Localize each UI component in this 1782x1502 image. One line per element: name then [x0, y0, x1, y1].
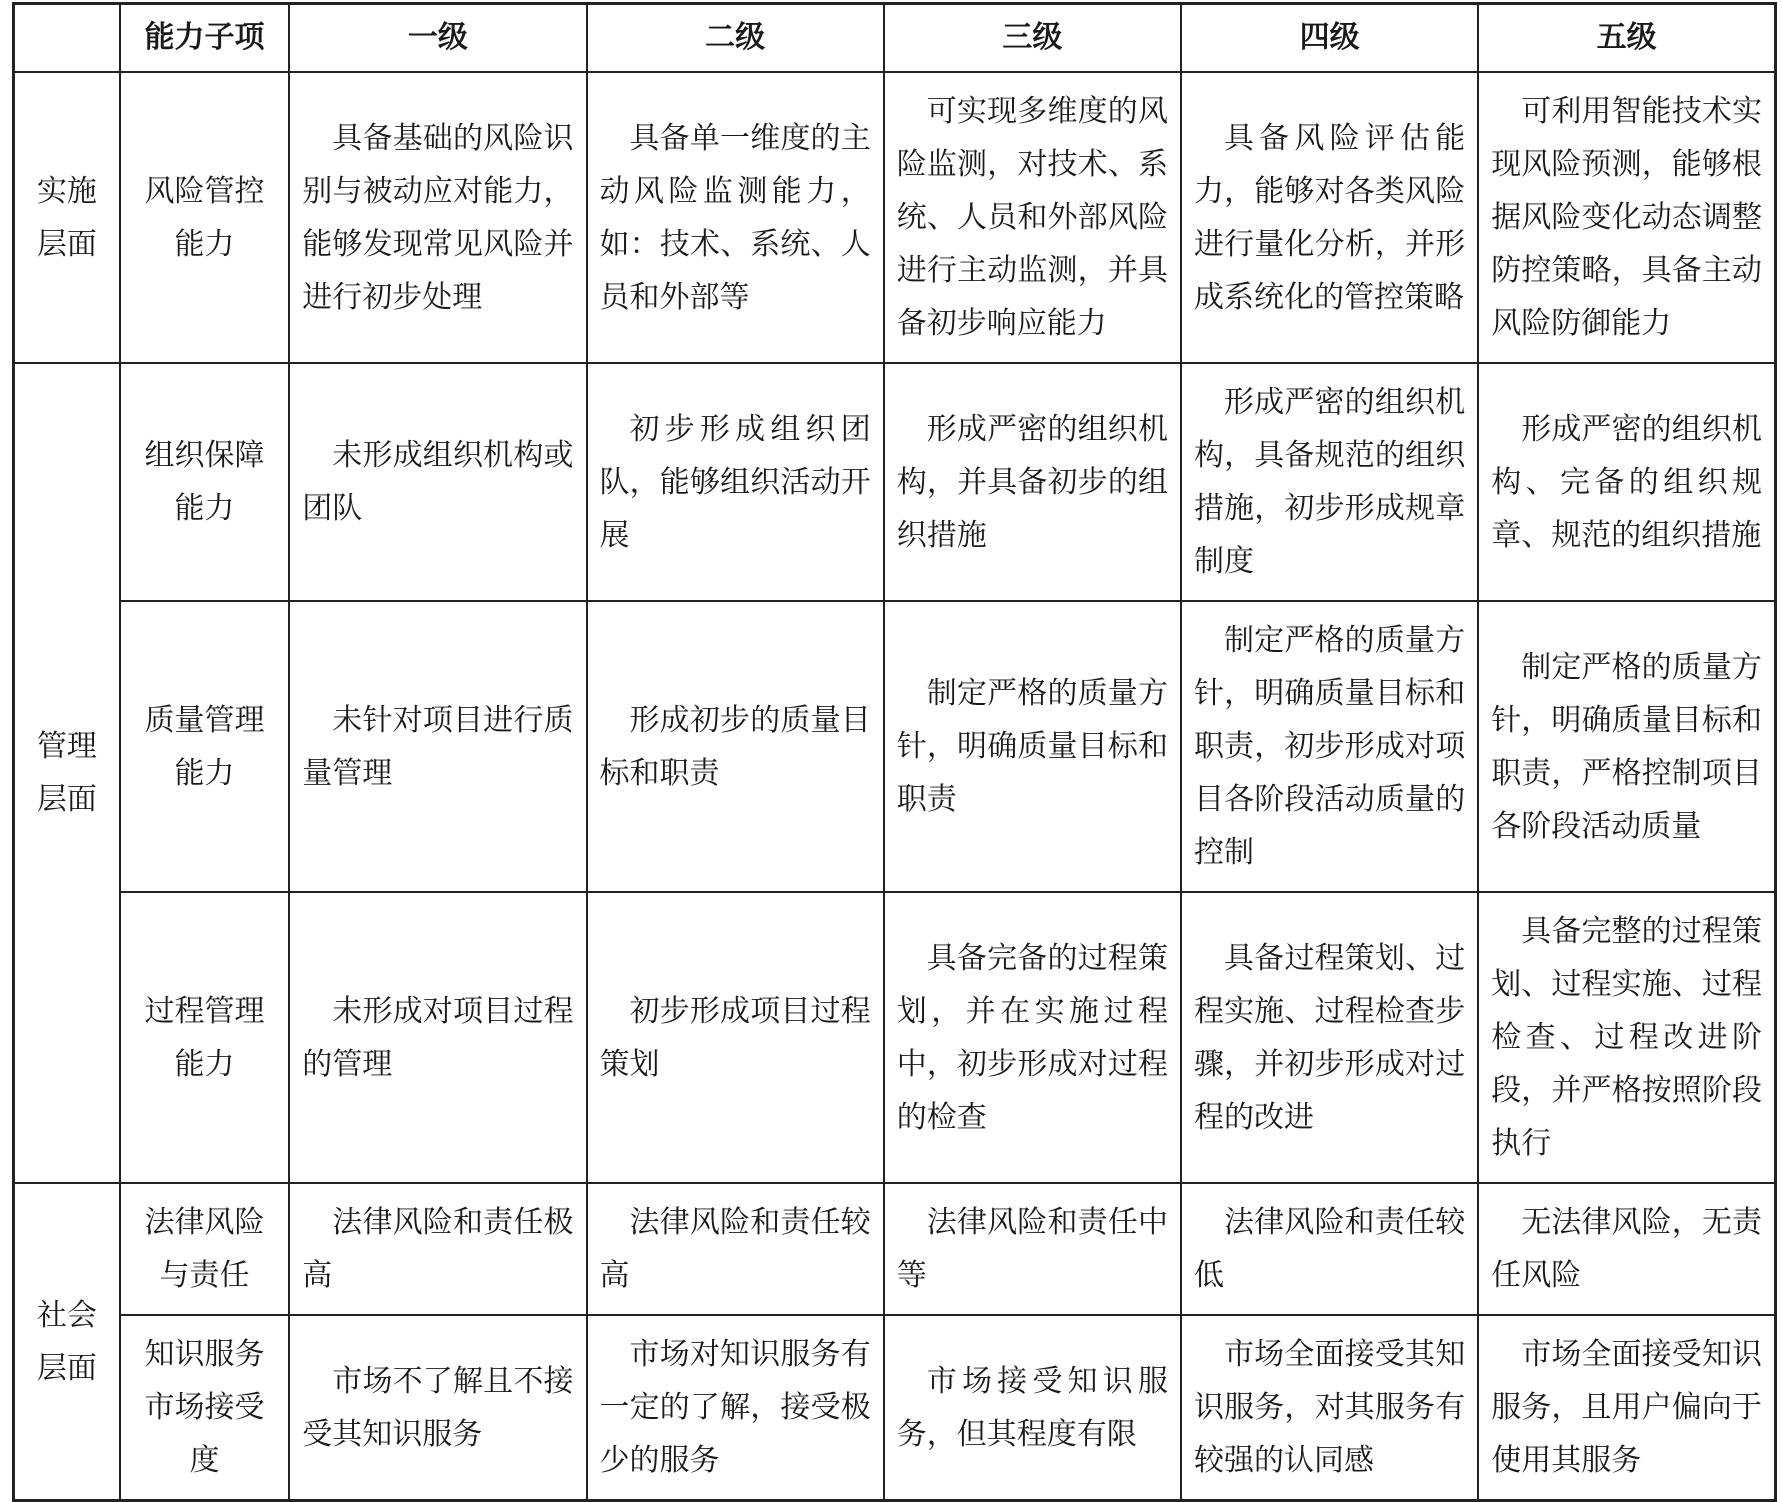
category-cell-management: 管理层面 — [14, 363, 120, 1183]
header-cell-level-1: 一级 — [289, 4, 586, 73]
header-cell-subitem: 能力子项 — [120, 4, 290, 73]
header-row — [14, 4, 1776, 73]
capability-table-container — [12, 2, 1777, 1502]
level-1-cell: 市场不了解且不接受其知识服务 — [289, 1315, 586, 1501]
subitem-cell: 质量管理能力 — [120, 601, 290, 892]
level-2-cell: 市场对知识服务有一定的了解，接受极少的服务 — [587, 1315, 884, 1501]
level-3-cell: 法律风险和责任中等 — [884, 1183, 1181, 1315]
level-5-cell: 市场全面接受知识服务，且用户偏向于使用其服务 — [1478, 1315, 1775, 1501]
level-2-cell: 形成初步的质量目标和职责 — [587, 601, 884, 892]
level-4-cell: 具备过程策划、过程实施、过程检查步骤，并初步形成对过程的改进 — [1181, 892, 1478, 1183]
level-4-cell: 制定严格的质量方针，明确质量目标和职责，初步形成对项目各阶段活动质量的控制 — [1181, 601, 1478, 892]
category-cell-implementation: 实施层面 — [14, 72, 120, 363]
table-row — [14, 72, 1776, 363]
level-2-cell: 具备单一维度的主动风险监测能力，如：技术、系统、人员和外部等 — [587, 72, 884, 363]
level-5-cell: 形成严密的组织机构、完备的组织规章、规范的组织措施 — [1478, 363, 1775, 601]
table-row — [14, 363, 1776, 601]
table-row — [14, 601, 1776, 892]
category-cell-social: 社会层面 — [14, 1183, 120, 1501]
level-1-cell: 未形成对项目过程的管理 — [289, 892, 586, 1183]
level-1-cell: 未针对项目进行质量管理 — [289, 601, 586, 892]
level-2-cell: 初步形成组织团队，能够组织活动开展 — [587, 363, 884, 601]
level-1-cell: 具备基础的风险识别与被动应对能力，能够发现常见风险并进行初步处理 — [289, 72, 586, 363]
capability-level-table — [12, 2, 1777, 1502]
level-5-cell: 可利用智能技术实现风险预测，能够根据风险变化动态调整防控策略，具备主动风险防御能力 — [1478, 72, 1775, 363]
header-cell-level-2: 二级 — [587, 4, 884, 73]
level-4-cell: 形成严密的组织机构，具备规范的组织措施，初步形成规章制度 — [1181, 363, 1478, 601]
level-5-cell: 制定严格的质量方针，明确质量目标和职责，严格控制项目各阶段活动质量 — [1478, 601, 1775, 892]
level-4-cell: 具备风险评估能力，能够对各类风险进行量化分析，并形成系统化的管控策略 — [1181, 72, 1478, 363]
table-row — [14, 892, 1776, 1183]
level-2-cell: 法律风险和责任较高 — [587, 1183, 884, 1315]
subitem-cell: 组织保障能力 — [120, 363, 290, 601]
level-1-cell: 法律风险和责任极高 — [289, 1183, 586, 1315]
level-3-cell: 制定严格的质量方针，明确质量目标和职责 — [884, 601, 1181, 892]
level-1-cell: 未形成组织机构或团队 — [289, 363, 586, 601]
level-4-cell: 市场全面接受其知识服务，对其服务有较强的认同感 — [1181, 1315, 1478, 1501]
level-3-cell: 具备完备的过程策划，并在实施过程中，初步形成对过程的检查 — [884, 892, 1181, 1183]
subitem-cell: 知识服务市场接受度 — [120, 1315, 290, 1501]
header-cell-level-3: 三级 — [884, 4, 1181, 73]
level-2-cell: 初步形成项目过程策划 — [587, 892, 884, 1183]
level-3-cell: 市场接受知识服务，但其程度有限 — [884, 1315, 1181, 1501]
subitem-cell: 法律风险与责任 — [120, 1183, 290, 1315]
table-row — [14, 1183, 1776, 1315]
subitem-cell: 过程管理能力 — [120, 892, 290, 1183]
level-5-cell: 具备完整的过程策划、过程实施、过程检查、过程改进阶段，并严格按照阶段执行 — [1478, 892, 1775, 1183]
level-4-cell: 法律风险和责任较低 — [1181, 1183, 1478, 1315]
subitem-cell: 风险管控能力 — [120, 72, 290, 363]
level-5-cell: 无法律风险，无责任风险 — [1478, 1183, 1775, 1315]
level-3-cell: 可实现多维度的风险监测，对技术、系统、人员和外部风险进行主动监测，并具备初步响应能力 — [884, 72, 1181, 363]
table-row — [14, 1315, 1776, 1501]
level-3-cell: 形成严密的组织机构，并具备初步的组织措施 — [884, 363, 1181, 601]
header-cell-blank — [14, 4, 120, 73]
header-cell-level-5: 五级 — [1478, 4, 1775, 73]
header-cell-level-4: 四级 — [1181, 4, 1478, 73]
